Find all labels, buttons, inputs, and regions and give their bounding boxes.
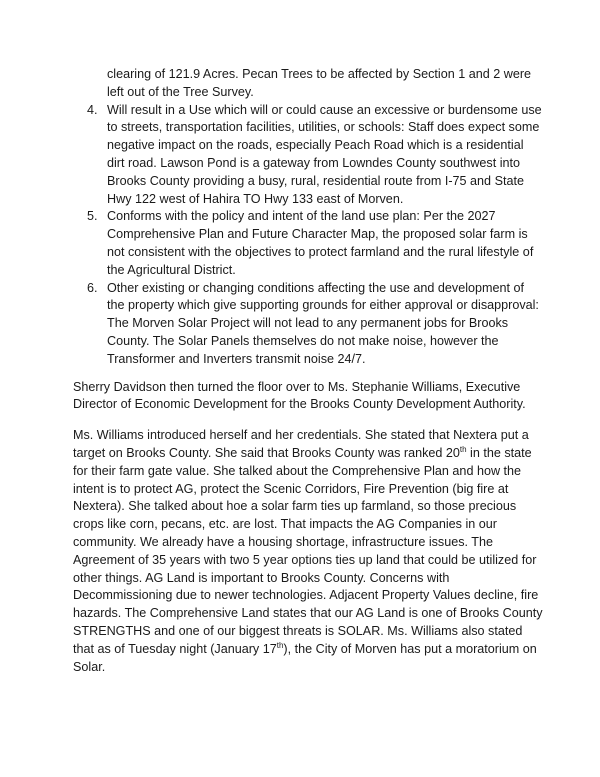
list-item bbox=[73, 208, 543, 279]
criteria-list bbox=[73, 102, 543, 369]
continued-list-text: clearing of 121.9 Acres. Pecan Trees to be affected by Section 1 and 2 were left out of the Tree Survey. bbox=[107, 67, 532, 99]
ordinal-suffix: th bbox=[459, 444, 467, 454]
document-body bbox=[73, 66, 543, 676]
list-item-text: Other existing or changing conditions affecting the use and development of the property which give supporting grounds for either approval or disapproval: The Morven Solar Project will not lead to any permanent jobs for Brooks County. The Solar Panels themselves do not make noise, however the Transformer and Inverters transmit noise 24/7. bbox=[107, 280, 539, 366]
williams-paragraph bbox=[73, 427, 543, 676]
list-item bbox=[73, 280, 543, 369]
list-item-number: 6. bbox=[87, 280, 98, 295]
list-item bbox=[73, 102, 543, 209]
list-item-number: 4. bbox=[87, 102, 98, 117]
list-item-text: Will result in a Use which will or could cause an excessive or burdensome use to streets, transportation facilities, utilities, or schools: Staff does expect some negative impact on the roads, especially Peach Road which is a residential dirt road. Lawson Pond is a gateway from Lowndes County southwest into Brooks County providing a busy, rural, residential route from I-75 and State Hwy 122 west of Hahira TO Hwy 133 east of Morven. bbox=[107, 102, 542, 206]
williams-text-part-3: ), the City of Morven has put a moratorium on Solar. bbox=[73, 641, 537, 674]
williams-text-part-2: in the state for their farm gate value. She talked about the Comprehensive Plan and how the intent is to protect AG, protect the Scenic Corridors, Fire Prevention (big fire at Nextera). She talked about hoe a solar farm ties up farmland, so those precious crops like corn, pecans, etc. are lost. That impacts the AG Companies in our community. We already have a housing shortage, infrastructure issues. The Agreement of 35 years with two 5 year options ties up land that could be utilized for other things. AG Land is important to Brooks County. Concerns with Decommissioning due to newer technologies. Adjacent Property Values decline, fire hazards. The Comprehensive Land states that our AG Land is one of Brooks County STRENGTHS and one of our biggest threats is SOLAR. Ms. Williams also stated that as of Tuesday night (January 17 bbox=[73, 445, 543, 656]
davidson-paragraph: Sherry Davidson then turned the floor over to Ms. Stephanie Williams, Executive Director of Economic Development for the Brooks County Development Authority. bbox=[73, 379, 526, 412]
list-item-text: Conforms with the policy and intent of the land use plan: Per the 2027 Comprehensive Plan and Future Character Map, the proposed solar farm is not consistent with the objectives to protect farmland and the rural lifestyle of the Agricultural District. bbox=[107, 209, 534, 277]
list-item-number: 5. bbox=[87, 209, 98, 224]
williams-text-part-1: Ms. Williams introduced herself and her credentials. She stated that Nextera put a target on Brooks County. She said that Brooks County was ranked 20 bbox=[73, 428, 529, 460]
ordinal-suffix: th bbox=[276, 640, 284, 650]
